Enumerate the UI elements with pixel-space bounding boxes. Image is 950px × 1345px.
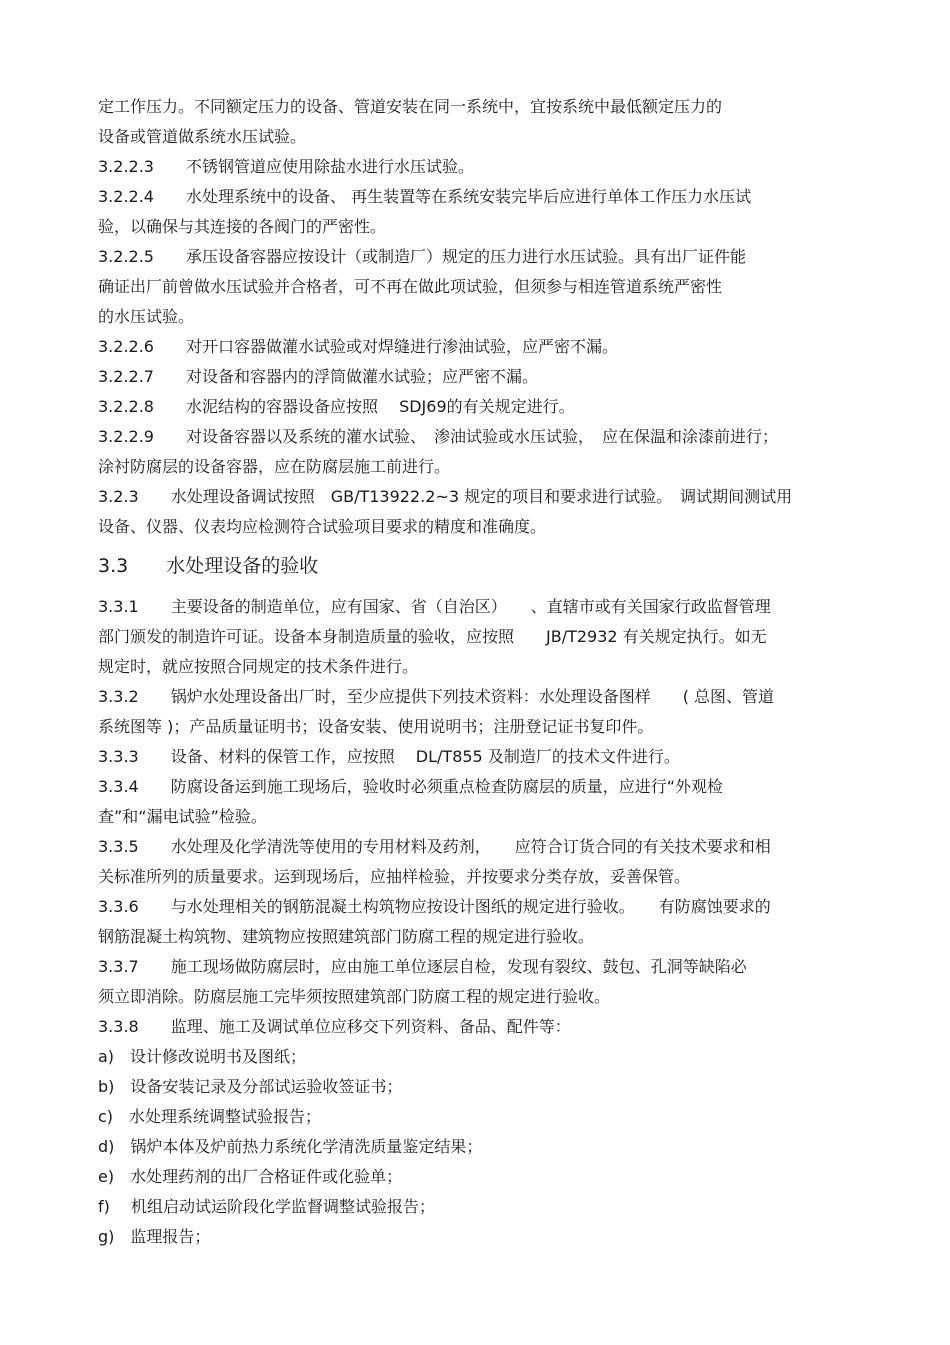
text-line: 钢筋混凝土构筑物、建筑物应按照建筑部门防腐工程的规定进行验收。	[98, 927, 595, 946]
clause-3-3-6: 3.3.6 与水处理相关的钢筋混凝土构筑物应按设计图纸的规定进行验收。 有防腐蚀要求的	[98, 897, 771, 916]
clause-3-2-2-6: 3.2.2.6 对开口容器做灌水试验或对焊缝进行渗油试验，应严密不漏。	[98, 337, 618, 356]
text-line: 验，以确保与其连接的各阀门的严密性。	[98, 217, 387, 236]
list-item: f) 机组启动试运阶段化学监督调整试验报告；	[98, 1197, 435, 1216]
text-line: 涂衬防腐层的设备容器，应在防腐层施工前进行。	[98, 457, 451, 476]
clause-3-3-3: 3.3.3 设备、材料的保管工作，应按照 DL/T855 及制造厂的技术文件进行。	[98, 747, 680, 766]
text-line: 系统图等 )；产品质量证明书；设备安装、使用说明书；注册登记证书复印件。	[98, 717, 654, 736]
clause-3-2-2-3: 3.2.2.3 不锈钢管道应使用除盐水进行水压试验。	[98, 157, 474, 176]
text-line: 查”和“漏电试验”检验。	[98, 807, 267, 826]
text-line: 须立即消除。防腐层施工完毕须按照建筑部门防腐工程的规定进行验收。	[98, 987, 611, 1006]
list-item: d) 锅炉本体及炉前热力系统化学清洗质量鉴定结果；	[98, 1137, 483, 1156]
list-item: b) 设备安装记录及分部试运验收签证书；	[98, 1077, 403, 1096]
clause-3-2-3: 3.2.3 水处理设备调试按照 GB/T13922.2~3 规定的项目和要求进行试验。 调试期间测试用	[98, 487, 793, 506]
list-item: e) 水处理药剂的出厂合格证件或化验单；	[98, 1167, 403, 1186]
clause-3-2-2-7: 3.2.2.7 对设备和容器内的浮筒做灌水试验；应严密不漏。	[98, 367, 538, 386]
list-item: g) 监理报告；	[98, 1227, 211, 1246]
text-line: 设备、仪器、仪表均应检测符合试验项目要求的精度和准确度。	[98, 517, 547, 536]
clause-3-3-4: 3.3.4 防腐设备运到施工现场后，验收时必须重点检查防腐层的质量，应进行“外观检	[98, 777, 724, 796]
clause-3-2-2-9: 3.2.2.9 对设备容器以及系统的灌水试验、 渗油试验或水压试验， 应在保温和涂漆前进行；	[98, 427, 778, 446]
text-line: 规定时，就应按照合同规定的技术条件进行。	[98, 657, 419, 676]
text-line: 部门颁发的制造许可证。设备本身制造质量的验收，应按照 JB/T2932 有关规定执行。如无	[98, 627, 767, 646]
text-line: 的水压试验。	[98, 307, 195, 326]
list-item: a) 设计修改说明书及图纸；	[98, 1047, 307, 1066]
text-line: 关标准所列的质量要求。运到现场后，应抽样检验，并按要求分类存放，妥善保管。	[98, 867, 691, 886]
clause-3-3-2: 3.3.2 锅炉水处理设备出厂时，至少应提供下列技术资料：水处理设备图样 ( 总图、管道	[98, 687, 775, 706]
clause-3-2-2-4: 3.2.2.4 水处理系统中的设备、 再生装置等在系统安装完毕后应进行单体工作压力水压试	[98, 187, 752, 206]
clause-3-2-2-8: 3.2.2.8 水泥结构的容器设备应按照 SDJ69的有关规定进行。	[98, 397, 575, 416]
list-item: c) 水处理系统调整试验报告；	[98, 1107, 322, 1126]
clause-3-3-7: 3.3.7 施工现场做防腐层时，应由施工单位逐层自检，发现有裂纹、鼓包、孔洞等缺陷必	[98, 957, 747, 976]
clause-3-3-8: 3.3.8 监理、施工及调试单位应移交下列资料、备品、配件等：	[98, 1017, 571, 1036]
text-line: 定工作压力。不同额定压力的设备、管道安装在同一系统中，宜按系统中最低额定压力的	[98, 97, 723, 116]
section-heading-3-3: 3.3 水处理设备的验收	[98, 555, 319, 577]
text-line: 确证出厂前曾做水压试验并合格者，可不再在做此项试验，但须参与相连管道系统严密性	[98, 277, 723, 296]
text-line: 设备或管道做系统水压试验。	[98, 127, 307, 146]
clause-3-2-2-5: 3.2.2.5 承压设备容器应按设计（或制造厂）规定的压力进行水压试验。具有出厂证件能	[98, 247, 746, 266]
clause-3-3-5: 3.3.5 水处理及化学清洗等使用的专用材料及药剂， 应符合订货合同的有关技术要求和相	[98, 837, 771, 856]
clause-3-3-1: 3.3.1 主要设备的制造单位，应有国家、省（自治区） 、直辖市或有关国家行政监督管理	[98, 597, 771, 616]
